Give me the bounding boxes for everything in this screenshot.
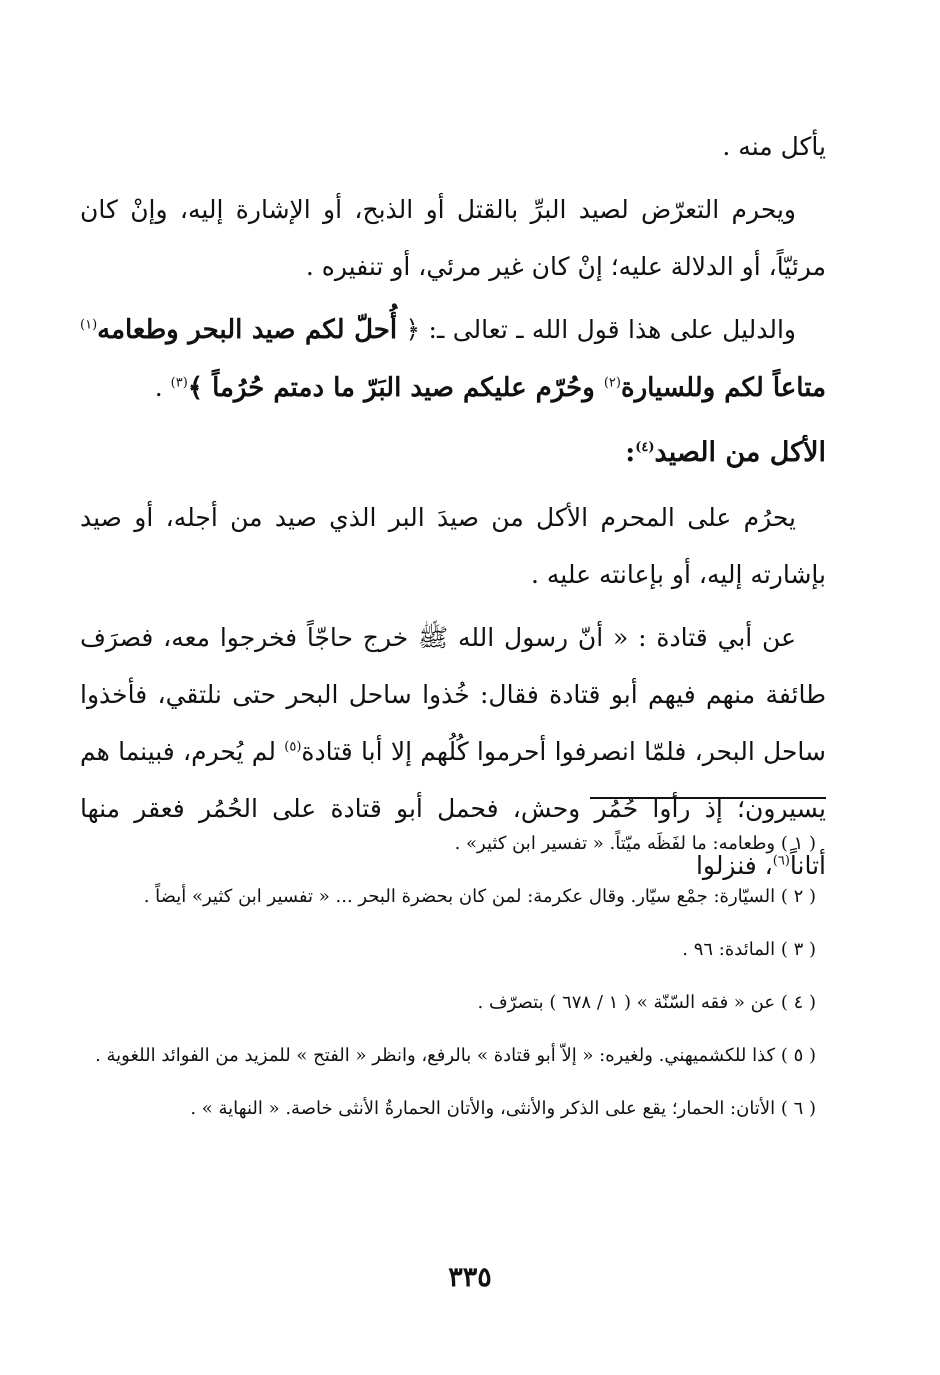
hadith-text-a: عن أبي قتادة : « أنّ رسول الله ﷺ خرج حاجّاً فخرجوا معه، فصرَف طائفة منهم فيهم أبو قتادة فقال: خُذوا ساحل البحر حتى نلتقي، فأخذوا ساحل البحر، فلمّا انصرفوا أحرموا كُلُهم إلا أبا قتادة: [80, 623, 826, 766]
quote-end: .: [154, 373, 171, 402]
heading-colon: :: [625, 437, 636, 468]
footnote-text: المائدة: ٩٦ .: [682, 939, 776, 960]
footnote-number: ( ٦ ): [780, 1098, 816, 1119]
footnote-number: ( ١ ): [780, 833, 816, 854]
verse-part-a: أُحلّ لكم صيد البحر وطعامه: [97, 315, 398, 345]
paragraph-eating-rule: [80, 489, 826, 603]
footnote-ref-6[interactable]: (٦): [772, 853, 790, 869]
footnote-number: ( ٣ ): [780, 939, 816, 960]
footnote-text: الأتان: الحمار؛ يقع على الذكر والأنثى، والأتان الحمارةُ الأنثى خاصة. « النهاية » .: [190, 1098, 776, 1119]
footnote-ref-1[interactable]: (١): [80, 317, 98, 333]
verse-part-c: وحُرّم عليكم صيد البَرّ ما دمتم حُرُماً: [212, 373, 604, 403]
heading-text: الأكل من الصيد: [654, 437, 826, 468]
paragraph-hunting-prohibition: [80, 181, 826, 295]
footnote: [80, 1085, 826, 1132]
footnote-number: ( ٤ ): [780, 992, 816, 1013]
footnote-ref-5[interactable]: (٥): [284, 739, 302, 755]
hadith-text-b: لم يُحرم، فبينما هم يسيرون؛ إذ رأوا حُمُر وحش، فحمل أبو قتادة على الحُمُر فعقر منها أتاناً: [80, 737, 826, 880]
quote-close-bracket: ﴾: [187, 373, 213, 403]
footnote-text: كذا للكشميهني. ولغيره: « إلاّ أبو قتادة » بالرفع، وانظر « الفتح » للمزيد من الفوائد اللغوية .: [95, 1045, 776, 1066]
main-text: [80, 118, 826, 894]
paragraph-text: يأكل منه .: [722, 132, 826, 161]
footnotes: [80, 820, 826, 1132]
paragraph-continuation: [80, 118, 826, 175]
footnote-ref-2[interactable]: (٢): [603, 375, 621, 391]
footnote: [80, 1032, 826, 1079]
section-heading: [80, 423, 826, 483]
quote-intro: والدليل على هذا قول الله ـ تعالى ـ: ﴿: [397, 315, 796, 344]
footnote: [80, 926, 826, 973]
footnote-text: السيّارة: جمْع سيّار. وقال عكرمة: لمن كان بحضرة البحر ... « تفسير ابن كثير» أيضاً .: [143, 886, 776, 907]
paragraph-quran-evidence: [80, 301, 826, 417]
page-number: ٣٣٥: [448, 1262, 492, 1293]
footnote: [80, 979, 826, 1026]
footnote-ref-3[interactable]: (٣): [170, 375, 188, 391]
footnote-ref-4[interactable]: (٤): [635, 440, 655, 455]
verse-part-b: متاعاً لكم وللسيارة: [620, 373, 826, 403]
footnote-text: وطعامه: ما لفَظَه ميّتاً. « تفسير ابن كثير» .: [454, 833, 776, 854]
footnote-number: ( ٢ ): [780, 886, 816, 907]
paragraph-text: ويحرم التعرّض لصيد البرِّ بالقتل أو الذبح، أو الإشارة إليه، وإنْ كان مرئيّاً، أو الدلالة عليه؛ إنْ كان غير مرئي، أو تنفيره .: [80, 195, 826, 281]
footnote-number: ( ٥ ): [780, 1045, 816, 1066]
hadith-text-c: ، فنزلوا: [695, 851, 773, 880]
footnote: [80, 873, 826, 920]
paragraph-text: يحرُم على المحرم الأكل من صيدَ البر الذي صيد من أجله، أو صيد بإشارته إليه، أو بإعانته عليه .: [80, 503, 826, 589]
footnote-separator: [590, 797, 826, 799]
footnote-text: عن « فقه السّنّة » ( ١ / ٦٧٨ ) بتصرّف .: [477, 992, 776, 1013]
footnote: [80, 820, 826, 867]
